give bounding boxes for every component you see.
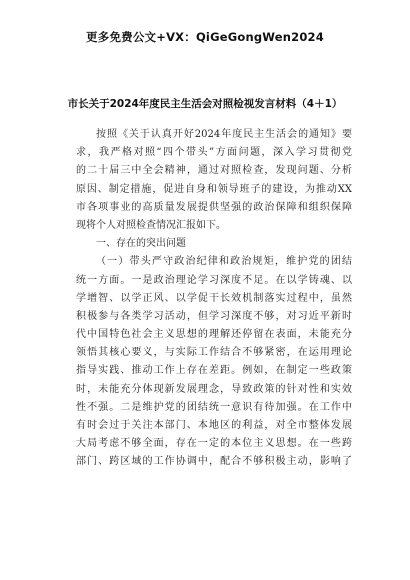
body-line: 指导实践、推动工作上存在差距。例如，在制定一些政策 bbox=[76, 365, 352, 377]
watermark-header: 更多免费公文+VX：QiGeGongWen2024 bbox=[86, 30, 324, 44]
body-line: 部门、跨区域的工作协调中，配合不够积极主动，影响了 bbox=[76, 456, 352, 468]
body-line: 统一方面。一是政治理论学习深度不足。在以学铸魂、以 bbox=[76, 274, 352, 286]
body-line: 按照《关于认真开好2024年度民主生活会的通知》要 bbox=[96, 129, 352, 140]
body-line: 学增智、以学正风、以学促干长效机制落实过程中，虽然 bbox=[76, 292, 352, 304]
body-line: 大局考虑不够全面，存在一定的本位主义思想。在一些跨 bbox=[76, 438, 352, 450]
body-line: 现将个人对照检查情况汇报如下。 bbox=[76, 219, 226, 231]
body-line: 代中国特色社会主义思想的理解还停留在表面，未能充分 bbox=[76, 329, 352, 341]
document-body bbox=[76, 126, 352, 472]
body-line: 的二十届三中全会精神，通过对照检查，发现问题、分析 bbox=[76, 165, 352, 177]
body-line: 原因、制定措施，促进自身和领导班子的建设，为推动XX bbox=[76, 183, 352, 195]
body-line: （一）带头严守政治纪律和政治规矩，维护党的团结 bbox=[96, 256, 352, 268]
section-heading: 一、存在的突出问题 bbox=[96, 238, 186, 250]
body-line: 领悟其核心要义，与实际工作结合不够紧密，在运用理论 bbox=[76, 347, 352, 359]
body-line: 有时会过于关注本部门、本地区的利益，对全市整体发展 bbox=[76, 420, 352, 431]
body-line: 性不强。二是维护党的团结统一意识有待加强。在工作中 bbox=[76, 401, 352, 413]
body-line: 时，未能充分体现新发展理念，导致政策的针对性和实效 bbox=[76, 383, 352, 395]
document-title: 市长关于2024年度民主生活会对照检视发言材料（4＋1） bbox=[67, 98, 343, 110]
body-line: 市各项事业的高质量发展提供坚强的政治保障和组织保障 bbox=[76, 201, 352, 213]
body-line: 求，我严格对照“四个带头”方面问题，深入学习贯彻党 bbox=[76, 147, 352, 159]
body-line: 积极参与各类学习活动，但学习深度不够，对习近平新时 bbox=[76, 310, 352, 322]
